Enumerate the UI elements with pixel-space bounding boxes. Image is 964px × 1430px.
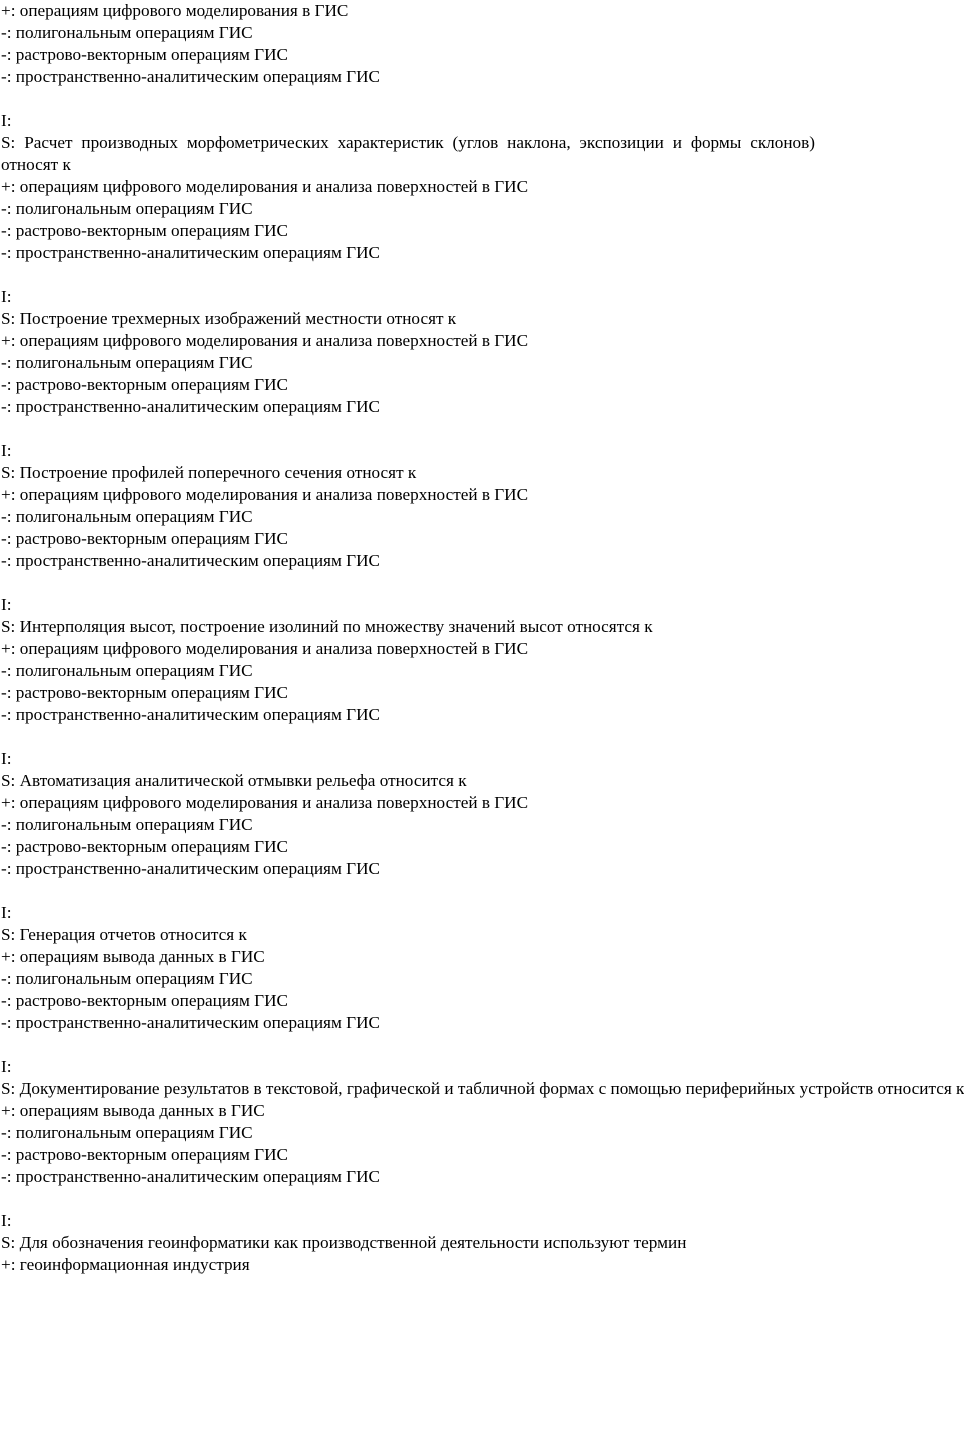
option-line: +: операциям цифрового моделирования и анализа поверхностей в ГИС [1, 485, 529, 504]
option-line: -: полигональным операциям ГИС [1, 1123, 253, 1142]
option-line: +: операциям цифрового моделирования и анализа поверхностей в ГИС [1, 177, 529, 196]
question-stem: S: Автоматизация аналитической отмывки рельефа относится к [1, 771, 467, 790]
option-line: -: пространственно-аналитическим операциям ГИС [1, 1013, 380, 1032]
option-line: -: пространственно-аналитическим операциям ГИС [1, 243, 380, 262]
option-line: -: полигональным операциям ГИС [1, 661, 253, 680]
option-line: -: пространственно-аналитическим операциям ГИС [1, 859, 380, 878]
option-line: -: полигональным операциям ГИС [1, 815, 253, 834]
question-block [1, 1364, 815, 1430]
option-line [1, 1320, 815, 1342]
option-line: -: полигональным операциям ГИС [1, 23, 253, 42]
question-stem: S: Документирование результатов в текстовой, графической и табличной формах с помощью периферийных устройств относится к [1, 1079, 964, 1098]
option-line [1, 1298, 815, 1320]
option-line: +: геоинформационная индустрия [1, 1255, 250, 1274]
question-block [1, 1210, 815, 1342]
question-marker: I: [1, 595, 12, 614]
option-line: -: пространственно-аналитическим операциям ГИС [1, 397, 380, 416]
question-marker: I: [1, 1057, 12, 1076]
blank-line [1, 88, 815, 110]
option-line: +: операциям цифрового моделирования и анализа поверхностей в ГИС [1, 793, 529, 812]
option-line: +: операциям цифрового моделирования и анализа поверхностей в ГИС [1, 331, 529, 350]
option-line [1, 1276, 815, 1298]
question-marker: I: [1, 749, 12, 768]
question-block [1, 902, 815, 1034]
option-line: -: полигональным операциям ГИС [1, 353, 253, 372]
blank-line [1, 880, 815, 902]
question-block [1, 1056, 964, 1188]
option-line: -: полигональным операциям ГИС [1, 507, 253, 526]
question-block [1, 748, 815, 880]
intro-options [1, 0, 815, 88]
question-marker: I: [1, 1211, 12, 1230]
question-marker: I: [1, 111, 12, 130]
option-line: -: пространственно-аналитическим операциям ГИС [1, 551, 380, 570]
option-line: -: пространственно-аналитическим операциям ГИС [1, 705, 380, 724]
question-stem: S: Генерация отчетов относится к [1, 925, 247, 944]
question-stem: S: Для обозначения геоинформатики как производственной деятельности используют термин [1, 1233, 687, 1252]
option-line: +: операциям цифрового моделирования и анализа поверхностей в ГИС [1, 639, 529, 658]
option-line: -: растрово-векторным операциям ГИС [1, 529, 288, 548]
question-block [1, 110, 815, 264]
question-marker [1, 1364, 815, 1386]
option-line [1, 1408, 815, 1430]
option-line: -: растрово-векторным операциям ГИС [1, 1145, 288, 1164]
option-line: -: полигональным операциям ГИС [1, 199, 253, 218]
question-marker: I: [1, 441, 12, 460]
question-block [1, 286, 815, 418]
blank-line [1, 1188, 815, 1210]
option-line: +: операциям цифрового моделирования в ГИС [1, 1, 349, 20]
option-line: +: операциям вывода данных в ГИС [1, 947, 265, 966]
question-marker: I: [1, 287, 12, 306]
option-line: -: растрово-векторным операциям ГИС [1, 375, 288, 394]
option-line: -: растрово-векторным операциям ГИС [1, 45, 288, 64]
blank-line [1, 418, 815, 440]
option-line: -: растрово-векторным операциям ГИС [1, 991, 288, 1010]
question-stem: S: Интерполяция высот, построение изолиний по множеству значений высот относятся к [1, 617, 653, 636]
option-line: -: пространственно-аналитическим операциям ГИС [1, 67, 380, 86]
blank-line [1, 1342, 815, 1364]
question-stem [1, 1386, 815, 1408]
blank-line [1, 264, 815, 286]
blank-line [1, 1034, 815, 1056]
question-stem: S: Построение трехмерных изображений местности относят к [1, 309, 457, 328]
question-stem: S: Построение профилей поперечного сечения относят к [1, 463, 417, 482]
option-line: -: растрово-векторным операциям ГИС [1, 221, 288, 240]
option-line: +: операциям вывода данных в ГИС [1, 1101, 265, 1120]
option-line: -: растрово-векторным операциям ГИС [1, 683, 288, 702]
blank-line [1, 726, 815, 748]
question-stem: S: Расчет производных морфометрических характеристик (углов наклона, экспозиции и формы склонов) относят к [1, 133, 815, 174]
option-line: -: пространственно-аналитическим операциям ГИС [1, 1167, 380, 1186]
question-block [1, 594, 815, 726]
blank-line [1, 572, 815, 594]
question-block [1, 440, 815, 572]
option-line: -: растрово-векторным операциям ГИС [1, 837, 288, 856]
question-marker: I: [1, 903, 12, 922]
option-line: -: полигональным операциям ГИС [1, 969, 253, 988]
